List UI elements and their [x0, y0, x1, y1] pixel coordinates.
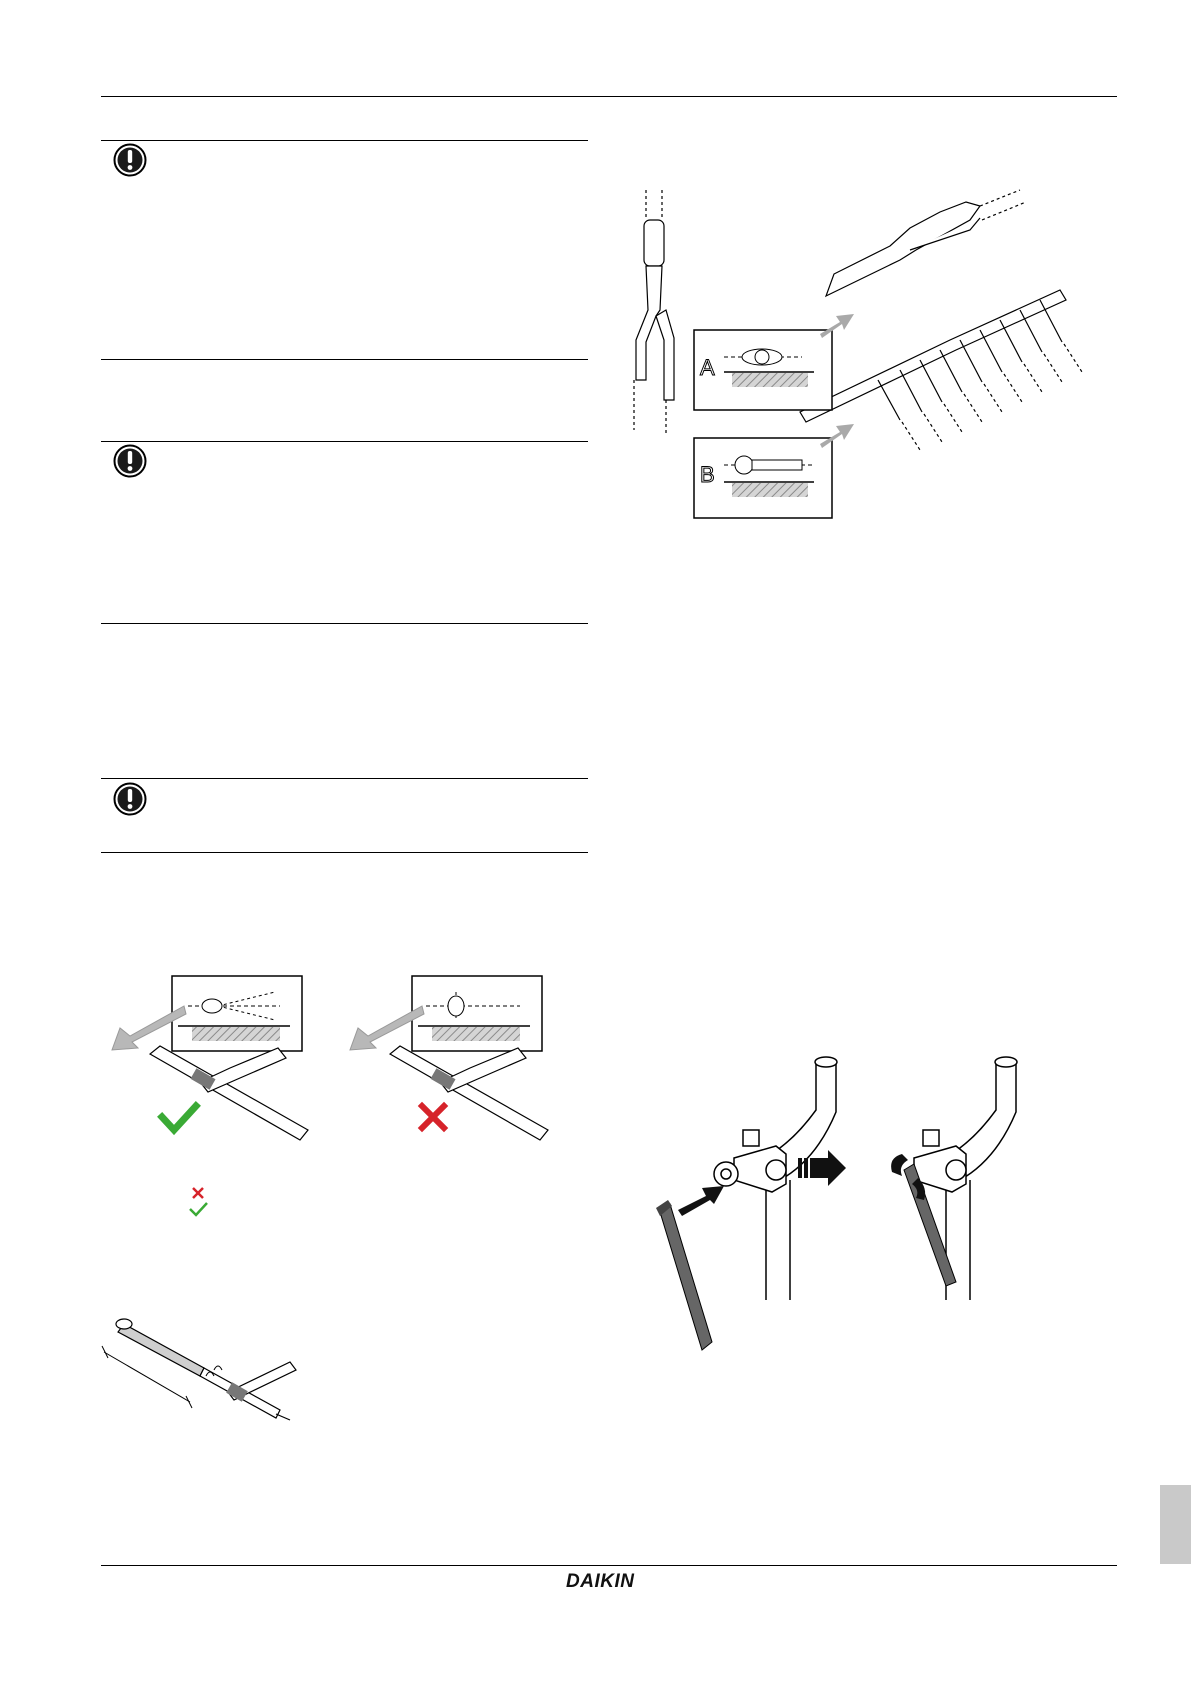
- exclamation-circle-icon: [113, 444, 147, 478]
- section-tab: [1160, 1485, 1191, 1564]
- cross-icon: [422, 1106, 444, 1128]
- hex-key-icon: [660, 1204, 712, 1350]
- note-rule-2: [101, 359, 588, 360]
- cross-icon: [193, 1188, 203, 1198]
- header-rule: [101, 96, 1117, 97]
- insulation-figure: [100, 1310, 340, 1450]
- check-icon: [162, 1106, 196, 1130]
- arrow-icon: [820, 314, 854, 338]
- label-a: A: [700, 355, 715, 380]
- arrow-icon: [678, 1186, 724, 1216]
- daikin-logo: DAIKIN: [566, 1571, 635, 1592]
- note-rule-3: [101, 441, 588, 442]
- arrow-icon: [820, 424, 854, 448]
- note-rule-4: [101, 623, 588, 624]
- footer-rule: [101, 1565, 1117, 1566]
- exclamation-circle-icon: [113, 782, 147, 816]
- exclamation-circle-icon: [113, 143, 147, 177]
- note-rule-6: [101, 852, 588, 853]
- check-icon: [190, 1203, 207, 1215]
- note-rule-1: [101, 140, 588, 141]
- correct-orientation-panel: [112, 976, 308, 1140]
- note-rule-5: [101, 778, 588, 779]
- label-b: B: [700, 462, 715, 487]
- branch-connection-figure: [620, 190, 1120, 525]
- incorrect-orientation-panel: [350, 976, 548, 1140]
- pipe-orientation-figure: [100, 970, 570, 1220]
- valve-operation-figure: [640, 1050, 1000, 1360]
